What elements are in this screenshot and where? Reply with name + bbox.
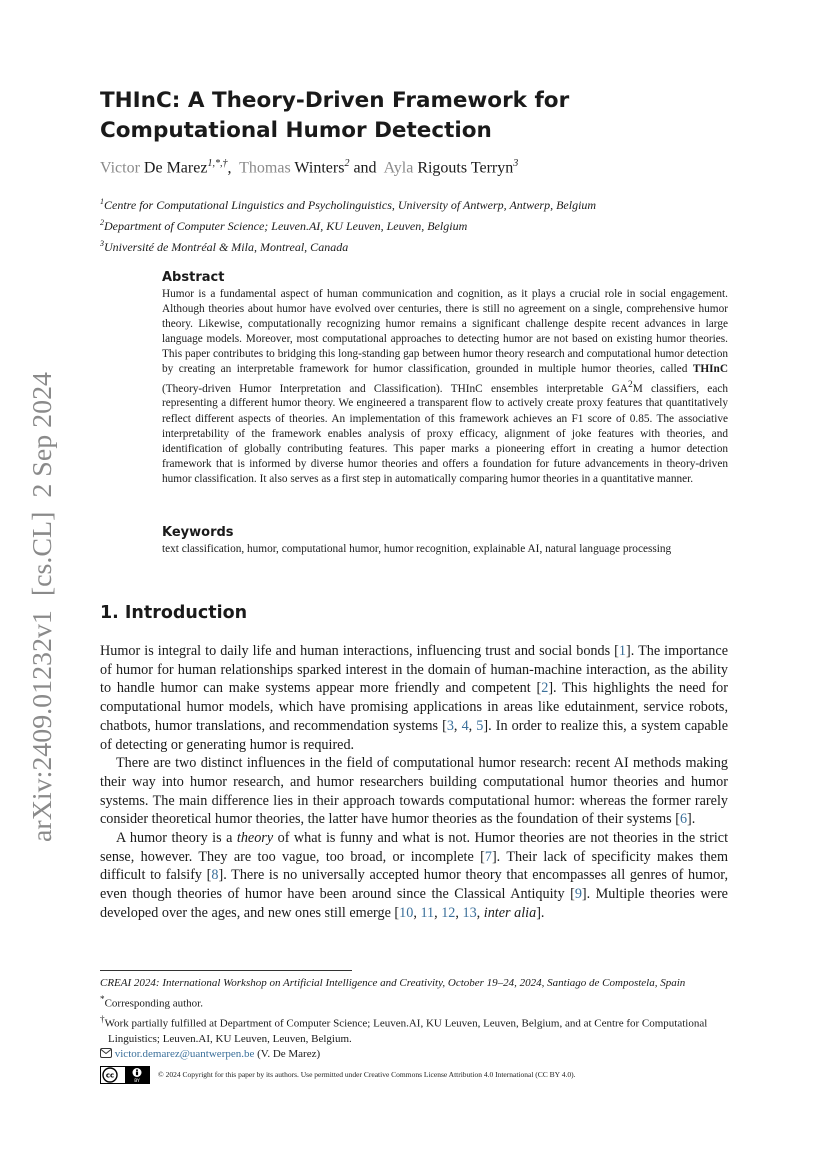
author-separator: , xyxy=(227,159,232,177)
abstract-body xyxy=(162,287,728,487)
text-run: Humor is integral to daily life and human interactions, influencing trust and social bonds [ xyxy=(100,643,619,659)
email-line xyxy=(100,1047,728,1063)
author-2-given-name: Thomas xyxy=(239,159,291,177)
citation-link[interactable]: 7 xyxy=(484,848,492,865)
affiliation-1-text: Centre for Computational Linguistics and Psycholinguistics, University of Antwerp, Antwerp, Belgium xyxy=(104,198,597,212)
intro-paragraph-3: A humor theory is a theory of what is funny and what is not. Humor theories are not theories in the strict sense, however. They are too vague, too broad, or incomplete [7]. Their lack of specificity makes them difficult to falsify [8]. There is no universally accepted humor theory that encompasses all genres of humor, even though theories of humor have been around since the Classical Antiquity [9]. Multiple theories were developed over the ages, and new ones still emerge [10, 11, 12, 13, inter alia]. xyxy=(100,830,729,921)
intro-paragraph-2 xyxy=(100,754,728,829)
license-text: © 2024 Copyright for this paper by its authors. Use permitted under Creative Commons License Attribution 4.0 International (CC BY 4.0). xyxy=(158,1070,576,1080)
citation-link[interactable]: 2 xyxy=(541,680,549,697)
citation-link[interactable]: 6 xyxy=(679,811,688,828)
footnote-text: Work partially fulfilled at Department of Computer Science; Leuven.AI, KU Leuven, Leuven, Belgium, and at Centre for Computational Linguistics; Leuven.AI, KU Leuven, Leuven, Belgium. xyxy=(104,1017,708,1045)
citation-link[interactable]: 4 xyxy=(461,717,469,734)
corresponding-author-note xyxy=(100,992,728,1012)
text-run: ]. Their lack of specificity makes them difficult to falsify [ xyxy=(100,848,729,884)
text-run: ]. xyxy=(536,904,545,921)
text-run: There are two distinct influences in the field of computational humor research: recent AI methods making their way into humor research, and humor researchers building computational humor theories and humor systems. The main difference lies in their approach towards computational humor: whereas the former rarely consider theoretical humor theories, the latter have humor theories as the foundation of their systems [ xyxy=(100,755,728,828)
text-run: ]. In order to realize this, a system capable of detecting or generating humor is required. xyxy=(100,717,729,753)
author-1-given-name: Victor xyxy=(100,159,140,177)
affiliation-3 xyxy=(100,235,596,256)
author-2-marks: 2 xyxy=(344,158,350,169)
author-3-given-name: Ayla xyxy=(383,159,414,177)
abstract-heading: Abstract xyxy=(162,270,225,285)
text-run: ]. Multiple theories were developed over the ages, and new ones still emerge [ xyxy=(100,886,728,921)
intro-paragraph-1: Humor is integral to daily life and human interactions, influencing trust and social bonds [1]. The importance of humor for human relationships sparked interest in the domain of human-machine interaction, as the ability to handle humor can make systems appear more friendly and competent [2]. This highlights the need for computational humor models, which have promising applications in areas like edutainment, service robots, chatbots, humor translations, and recommendation systems [3, 4, 5]. In order to realize this, a system capable of detecting or generating humor is required. xyxy=(100,643,729,753)
cc-by-license-badge xyxy=(100,1066,150,1084)
conference-text: CREAI 2024: International Workshop on Artificial Intelligence and Creativity, October 19–24, 2024, Santiago de Compostela, Spain xyxy=(100,977,686,989)
keywords-section xyxy=(162,525,742,557)
abstract-section xyxy=(162,270,728,487)
arxiv-identifier-text: arXiv:2409.01232v1 [cs.CL] 2 Sep 2024 xyxy=(27,387,57,842)
dagger-note xyxy=(100,1012,728,1048)
citation-link[interactable]: 12 xyxy=(441,904,456,921)
license-line xyxy=(100,1066,728,1084)
conference-note xyxy=(100,976,728,992)
abstract-superscript: 2 xyxy=(628,379,633,390)
footnote-mark: * xyxy=(100,993,105,1004)
author-3-family-name: Rigouts Terryn xyxy=(417,159,514,177)
envelope-icon xyxy=(100,1048,112,1058)
author-2-family-name: Winters xyxy=(294,159,345,177)
text-run: of what is funny and what is not. Humor theories are not theories in the strict sense, however. They are too vague, too broad, or incomplete [ xyxy=(100,830,729,865)
keywords-heading: Keywords xyxy=(162,525,234,540)
footnote-mark: † xyxy=(100,1013,105,1024)
affiliation-2-text: Department of Computer Science; Leuven.AI, KU Leuven, Leuven, Belgium xyxy=(104,219,468,233)
text-run: A humor theory is a xyxy=(116,830,233,847)
by-logo-text: BY xyxy=(134,1078,140,1084)
citation-link[interactable]: 8 xyxy=(211,867,219,884)
abstract-text-mid: (Theory-driven Humor Interpretation and Classification). THInC ensembles interpretable GA xyxy=(162,382,628,395)
arxiv-identifier-graphic xyxy=(20,372,60,842)
emphasis: theory xyxy=(236,830,274,847)
text-run: ]. The importance of humor for human relationships sparked interest in the domain of human-machine interaction, as the ability to handle humor can make systems appear more friendly and competent [ xyxy=(100,643,728,697)
citation-link[interactable]: 13 xyxy=(462,904,477,921)
author-conjunction: and xyxy=(353,159,377,177)
text-run: ]. This highlights the need for computational humor models, which have promising applications in areas like edutainment, service robots, chatbots, humor translations, and recommendation systems [ xyxy=(100,680,728,734)
citation-link[interactable]: 1 xyxy=(618,643,626,659)
affiliation-3-mark: 3 xyxy=(100,239,104,248)
author-1-marks: 1,*,† xyxy=(207,158,228,169)
affiliation-1 xyxy=(100,193,596,214)
email-link[interactable]: victor.demarez@uantwerpen.be xyxy=(114,1048,255,1061)
citation-link[interactable]: 9 xyxy=(574,886,582,903)
text-run: ]. xyxy=(687,811,696,828)
footnote-text: Corresponding author. xyxy=(104,997,203,1010)
affiliation-2-mark: 2 xyxy=(100,218,104,227)
text-run: ]. There is no universally accepted humor theory that encompasses all genres of humor, even though theories of humor have been around since the Classical Antiquity [ xyxy=(100,867,729,903)
emphasis: inter alia xyxy=(483,904,537,921)
citation-link[interactable]: 10 xyxy=(399,904,414,921)
footnotes xyxy=(100,970,728,1084)
footnote-rule xyxy=(100,970,352,971)
introduction-body xyxy=(100,642,728,923)
abstract-text-before: Humor is a fundamental aspect of human communication and cognition, as it plays a crucial role in social engagement. Although theories about humor have evolved over centuries, there is still no agreement on a single, comprehensive humor theory. Likewise, computationally recognizing humor remains a significant challenge despite recent advances in large language models. Moreover, most computational approaches to detecting humor are not based on existing humor theories. This paper contributes to bridging this long-standing gap between humor theory research and computational humor detection by creating an interpretable framework for humor classification, grounded in multiple humor theories, called xyxy=(162,288,728,376)
citation-link[interactable]: 3 xyxy=(446,717,454,734)
arxiv-identifier xyxy=(20,372,60,842)
section-heading-introduction: 1. Introduction xyxy=(100,603,248,623)
citation-link[interactable]: 11 xyxy=(420,904,435,921)
affiliation-1-mark: 1 xyxy=(100,197,104,206)
author-list xyxy=(100,158,518,177)
affiliation-2 xyxy=(100,214,596,235)
abstract-bold-term: THInC xyxy=(692,363,729,376)
keywords-text: text classification, humor, computational humor, humor recognition, explainable AI, natural language processing xyxy=(162,543,672,555)
affiliation-3-text: Université de Montréal & Mila, Montreal, Canada xyxy=(104,240,349,254)
citation-link[interactable]: 5 xyxy=(476,717,484,734)
author-3-marks: 3 xyxy=(513,158,519,169)
author-1-family-name: De Marez xyxy=(143,159,208,177)
email-owner: (V. De Marez) xyxy=(257,1048,321,1061)
paper-title: THInC: A Theory-Driven Framework for Computational Humor Detection xyxy=(100,88,570,143)
cc-logo-text: cc xyxy=(105,1071,115,1080)
affiliation-list xyxy=(100,193,596,256)
abstract-text-after: M classifiers, each representing a different humor theory. We engineered a transparent flow to actively create proxy features that quantitatively reflect different aspects of theories. An implementation of this framework achieves an F1 score of 0.85. The associative interpretability of the framework enables analysis of proxy efficacy, alignment of joke features with theories, and identification of globally contributing features. This paper marks a pioneering effort in creating a humor detection framework that is informed by diverse humor theories and offers a foundation for future advancements in theory-driven humor classification. It also serves as a first step in automatically comparing humor theories in a quantitative manner. xyxy=(162,382,728,485)
